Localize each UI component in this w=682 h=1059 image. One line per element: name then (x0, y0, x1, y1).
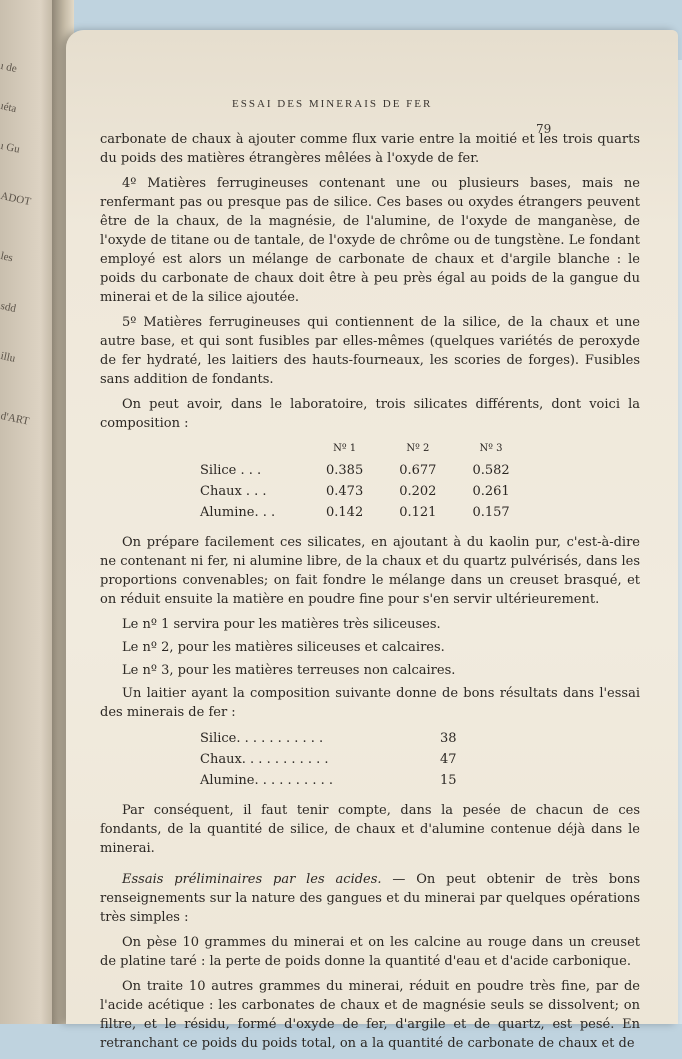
table-cell: 15 (440, 773, 457, 788)
table-cell: 0.121 (399, 505, 437, 520)
section-paragraph (100, 870, 640, 927)
table-cell: 0.261 (472, 484, 510, 499)
left-page-fragment: ı de (0, 60, 18, 76)
table-row (200, 481, 528, 502)
table-cell: 38 (440, 731, 457, 746)
paragraph: carbonate de chaux à ajouter comme flux varie entre la moitié et les trois quarts du poids des matières étrangères mêlées à l'oxyde de fer. (100, 132, 640, 166)
book-page (66, 30, 678, 1051)
list-item: Le nº 1 servira pour les matières très siliceuses. (122, 617, 441, 632)
row-label: Chaux. . . . . . . . . . . (200, 752, 329, 767)
table-cell: 0.142 (326, 505, 364, 520)
page-body (100, 130, 640, 1059)
column-header: Nº 3 (479, 443, 503, 454)
table-cell: 0.202 (399, 484, 437, 499)
left-page-fragment: ıéta (0, 100, 18, 116)
table-cell: 0.582 (472, 463, 510, 478)
running-head: ESSAI DES MINERAIS DE FER (232, 98, 433, 110)
table-cell: 47 (440, 752, 457, 767)
table-cell: 0.385 (326, 463, 364, 478)
paragraph: On prépare facilement ces silicates, en ajoutant à du kaolin pur, c'est-à-dire ne contenant ni fer, ni alumine libre, de la chaux et du quartz pulvérisés, dans les proportions convenables; on fait fondre le mélange dans un creuset brasqué, et on réduit ensuite la matière en poudre fine pour s'en servir ultérieurement. (100, 535, 640, 607)
left-page-edge (0, 0, 58, 1024)
list-item: Le nº 2, pour les matières siliceuses et calcaires. (122, 640, 445, 655)
paragraph: 4º Matières ferrugineuses contenant une ou plusieurs bases, mais ne renfermant pas ou presque pas de silice. Ces bases ou oxydes étrangers peuvent être de la chaux, de la magnésie, de l'alumine, de l'oxyde de manganèse, de l'oxyde de titane ou de tantale, de l'oxyde de chrôme ou de tungstène. Le fondant employé est alors un mélange de carbonate de chaux et d'argile blanche : le poids du carbonate de chaux doit être à peu près égal au poids de la gangue du minerai et de la silice ajoutée. (100, 176, 640, 305)
page-number: 79 (536, 122, 552, 136)
table-row (200, 749, 457, 770)
row-label: Chaux . . . (200, 484, 267, 499)
section-intro: — On peut obtenir de très bons renseignements sur la nature des gangues et du minerai par quelques opérations très simples : (100, 872, 640, 925)
left-page-fragment: ı Gu (0, 140, 21, 156)
table-header-row (200, 439, 528, 460)
table-cell: 0.677 (399, 463, 437, 478)
paragraph: On pèse 10 grammes du minerai et on les calcine au rouge dans un creuset de platine taré : la perte de poids donne la quantité d'eau et d'acide carbonique. (100, 935, 640, 969)
left-page-fragment: illu (0, 350, 17, 365)
table-row (200, 502, 528, 523)
table-row (200, 460, 528, 481)
row-label: Alumine. . . . . . . . . . (200, 773, 333, 788)
table-row (200, 770, 457, 791)
table-cell: 0.473 (326, 484, 364, 499)
column-header: Nº 2 (406, 443, 430, 454)
paragraph: Un laitier ayant la composition suivante donne de bons résultats dans l'essai des minerais de fer : (100, 686, 640, 720)
list-item: Le nº 3, pour les matières terreuses non calcaires. (122, 663, 456, 678)
composition-table (200, 439, 528, 523)
left-page-fragment: ADOT (0, 190, 32, 209)
left-page-fragment: sdd (0, 300, 17, 315)
paragraph: Par conséquent, il faut tenir compte, dans la pesée de chacun de ces fondants, de la quantité de silice, de chaux et d'alumine contenue déjà dans le minerai. (100, 803, 640, 856)
slag-composition-table (200, 728, 457, 791)
paragraph: On peut avoir, dans le laboratoire, trois silicates différents, dont voici la composition : (100, 397, 640, 431)
row-label: Alumine. . . (200, 505, 276, 520)
row-label: Silice. . . . . . . . . . . (200, 731, 324, 746)
paragraph: On traite 10 autres grammes du minerai, réduit en poudre très fine, par de l'acide acétique : les carbonates de chaux et de magnésie seuls se dissolvent; on filtre, et le résidu, formé d'oxyde de fer, d'argile et de quartz, est pesé. En retranchant ce poids du poids total, on a la quantité de carbonate de chaux et de (100, 979, 640, 1051)
paragraph: 5º Matières ferrugineuses qui contiennent de la silice, de la chaux et une autre base, et qui sont fusibles par elles-mêmes (quelques variétés de peroxyde de fer hydraté, les laitiers des hauts-fourneaux, les scories de forges). Fusibles sans addition de fondants. (100, 315, 640, 387)
left-page-fragment: les (0, 250, 14, 265)
column-header: Nº 1 (333, 443, 357, 454)
table-row (200, 728, 457, 749)
left-page-fragment: d'ART (0, 410, 31, 428)
section-title: Essais préliminaires par les acides. (122, 872, 382, 887)
table-cell: 0.157 (472, 505, 510, 520)
row-label: Silice . . . (200, 463, 262, 478)
